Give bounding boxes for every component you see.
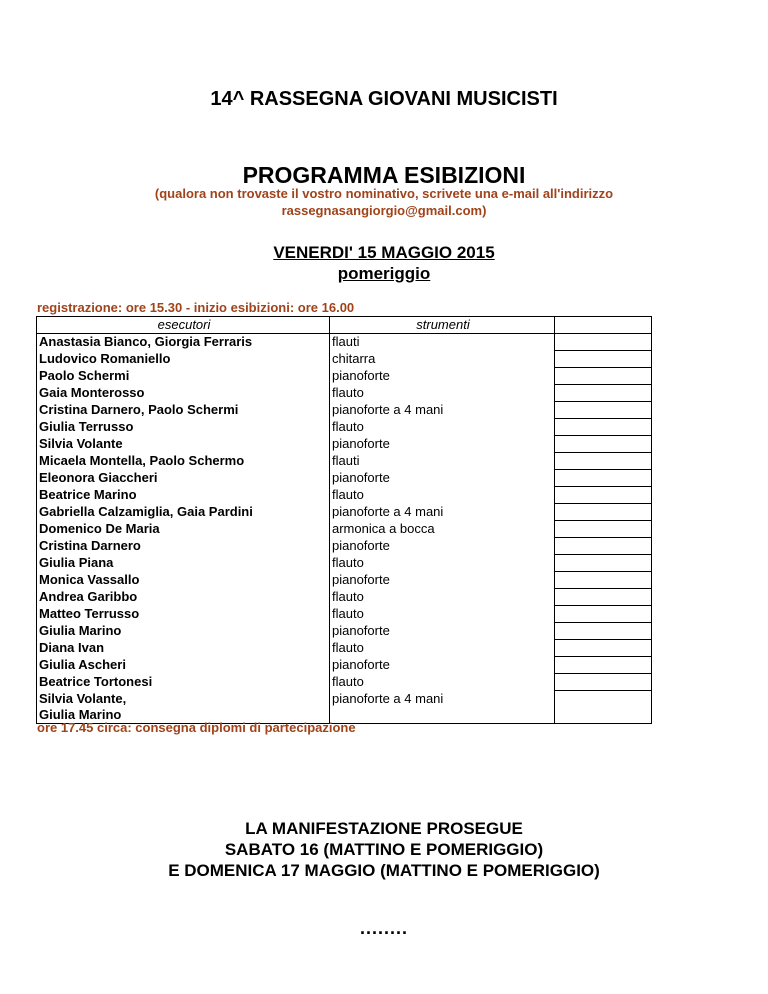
instrument-cell: pianoforte	[330, 368, 555, 385]
continuation-line-3: E DOMENICA 17 MAGGIO (MATTINO E POMERIGGIO)	[168, 861, 600, 880]
performer-cell: Matteo Terrusso	[37, 606, 330, 623]
table-row	[37, 351, 652, 368]
instrument-cell: flauto	[330, 640, 555, 657]
instrument-cell: flauti	[330, 453, 555, 470]
performer-cell: Ludovico Romaniello	[37, 351, 330, 368]
instrument-cell: pianoforte a 4 mani	[330, 402, 555, 419]
table-row	[37, 606, 652, 623]
registration-info: registrazione: ore 15.30 - inizio esibizioni: ore 16.00	[37, 300, 355, 315]
performer-cell: Eleonora Giaccheri	[37, 470, 330, 487]
table-row	[37, 470, 652, 487]
performer-cell: Andrea Garibbo	[37, 589, 330, 606]
contact-email: rassegnasangiorgio@gmail.com)	[281, 203, 487, 218]
instrument-cell: pianoforte a 4 mani	[330, 504, 555, 521]
continuation-line-2: SABATO 16 (MATTINO E POMERIGGIO)	[224, 840, 544, 859]
extra-cell	[555, 572, 652, 589]
program-title: PROGRAMMA ESIBIZIONI	[242, 162, 526, 188]
extra-cell	[555, 385, 652, 402]
table-row	[37, 334, 652, 351]
performer-cell: Giulia Marino	[37, 707, 330, 724]
extra-cell	[555, 453, 652, 470]
extra-cell	[555, 419, 652, 436]
table-row	[37, 402, 652, 419]
extra-cell	[555, 640, 652, 657]
table-row	[37, 419, 652, 436]
extra-cell	[555, 334, 652, 351]
closing-note: ore 17.45 circa: consegna diplomi di partecipazione	[37, 720, 356, 735]
instrument-cell: pianoforte	[330, 657, 555, 674]
instrument-cell: pianoforte	[330, 470, 555, 487]
instrument-cell: flauto	[330, 419, 555, 436]
instrument-cell: flauto	[330, 487, 555, 504]
ellipsis: ........	[359, 918, 408, 938]
extra-cell	[555, 555, 652, 572]
table-row	[37, 487, 652, 504]
performer-cell: Diana Ivan	[37, 640, 330, 657]
extra-cell	[555, 623, 652, 640]
performer-cell: Silvia Volante	[37, 436, 330, 453]
table-row	[37, 589, 652, 606]
instrument-cell	[330, 707, 555, 724]
day-period: pomeriggio	[337, 264, 431, 283]
extra-cell	[555, 691, 652, 724]
continuation-line-1: LA MANIFESTAZIONE PROSEGUE	[245, 819, 523, 838]
table-row	[37, 453, 652, 470]
table-row	[37, 572, 652, 589]
day-heading	[0, 242, 768, 284]
instrument-cell: flauti	[330, 334, 555, 351]
performer-cell: Beatrice Marino	[37, 487, 330, 504]
table-row	[37, 436, 652, 453]
instrument-cell: pianoforte	[330, 538, 555, 555]
extra-cell	[555, 368, 652, 385]
performer-cell: Micaela Montella, Paolo Schermo	[37, 453, 330, 470]
instrument-cell: flauto	[330, 589, 555, 606]
table-row	[37, 538, 652, 555]
performer-cell: Cristina Darnero	[37, 538, 330, 555]
extra-cell	[555, 436, 652, 453]
extra-cell	[555, 504, 652, 521]
performer-cell: Monica Vassallo	[37, 572, 330, 589]
header-performers: esecutori	[37, 317, 330, 334]
header-instruments: strumenti	[330, 317, 555, 334]
performer-cell: Silvia Volante,	[37, 691, 330, 707]
table-row	[37, 555, 652, 572]
extra-cell	[555, 538, 652, 555]
instrument-cell: pianoforte	[330, 436, 555, 453]
table-row	[37, 674, 652, 691]
instrument-cell: pianoforte	[330, 623, 555, 640]
table-row	[37, 657, 652, 674]
instrument-cell: pianoforte a 4 mani	[330, 691, 555, 707]
extra-cell	[555, 589, 652, 606]
table-row	[37, 368, 652, 385]
table-row	[37, 504, 652, 521]
performer-cell: Giulia Piana	[37, 555, 330, 572]
extra-cell	[555, 674, 652, 691]
extra-cell	[555, 351, 652, 368]
event-title: 14^ RASSEGNA GIOVANI MUSICISTI	[210, 88, 558, 110]
header-empty	[555, 317, 652, 334]
table-row	[37, 521, 652, 538]
performer-cell: Giulia Ascheri	[37, 657, 330, 674]
table-row	[37, 691, 652, 707]
contact-note	[0, 185, 768, 219]
table-row	[37, 623, 652, 640]
extra-cell	[555, 402, 652, 419]
contact-note-line-1: (qualora non trovaste il vostro nominativo, scrivete una e-mail all'indirizzo	[154, 186, 614, 201]
program-table	[36, 316, 652, 724]
table-row	[37, 385, 652, 402]
performer-cell: Beatrice Tortonesi	[37, 674, 330, 691]
performer-cell: Cristina Darnero, Paolo Schermi	[37, 402, 330, 419]
table-row	[37, 640, 652, 657]
extra-cell	[555, 606, 652, 623]
performer-cell: Domenico De Maria	[37, 521, 330, 538]
instrument-cell: pianoforte	[330, 572, 555, 589]
instrument-cell: flauto	[330, 385, 555, 402]
performer-cell: Gaia Monterosso	[37, 385, 330, 402]
instrument-cell: flauto	[330, 674, 555, 691]
day-date: VENERDI' 15 MAGGIO 2015	[273, 243, 495, 262]
instrument-cell: chitarra	[330, 351, 555, 368]
performer-cell: Paolo Schermi	[37, 368, 330, 385]
performer-cell: Gabriella Calzamiglia, Gaia Pardini	[37, 504, 330, 521]
instrument-cell: flauto	[330, 606, 555, 623]
performer-cell: Giulia Marino	[37, 623, 330, 640]
instrument-cell: armonica a bocca	[330, 521, 555, 538]
performer-cell: Giulia Terrusso	[37, 419, 330, 436]
extra-cell	[555, 470, 652, 487]
extra-cell	[555, 521, 652, 538]
extra-cell	[555, 487, 652, 504]
extra-cell	[555, 657, 652, 674]
instrument-cell: flauto	[330, 555, 555, 572]
performer-cell: Anastasia Bianco, Giorgia Ferraris	[37, 334, 330, 351]
continuation-notice	[0, 818, 768, 881]
table-header-row	[37, 317, 652, 334]
